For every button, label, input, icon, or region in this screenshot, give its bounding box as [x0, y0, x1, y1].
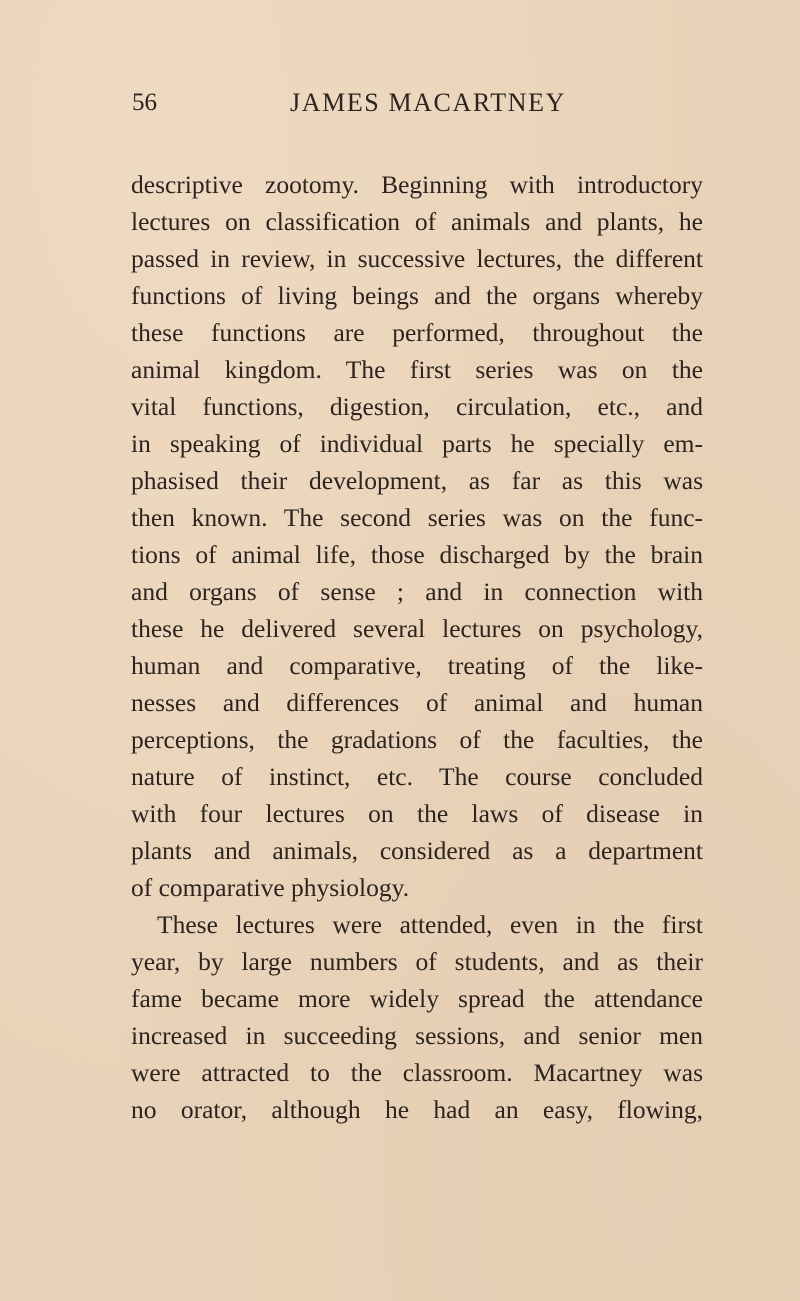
text-line: phasised their development, as far as this was: [131, 466, 703, 495]
text-line: perceptions, the gradations of the faculties, the: [131, 725, 703, 754]
text-line: these he delivered several lectures on psychology,: [131, 614, 703, 643]
text-line: tions of animal life, those discharged by the brain: [131, 540, 703, 569]
text-line: vital functions, digestion, circulation, etc., and: [131, 392, 703, 421]
text-line: nature of instinct, etc. The course concluded: [131, 762, 703, 791]
text-line: then known. The second series was on the func-: [131, 503, 703, 532]
running-title: JAMES MACARTNEY: [290, 88, 566, 117]
text-line: increased in succeeding sessions, and senior men: [131, 1021, 703, 1050]
text-line: no orator, although he had an easy, flowing,: [131, 1095, 703, 1124]
text-line: descriptive zootomy. Beginning with introductory: [131, 170, 703, 199]
paragraph-end-line: of comparative physiology.: [131, 873, 410, 902]
text-line: in speaking of individual parts he specially em-: [131, 429, 703, 458]
text-line: were attracted to the classroom. Macartney was: [131, 1058, 703, 1087]
text-line: these functions are performed, throughout the: [131, 318, 703, 347]
text-line: passed in review, in successive lectures, the different: [131, 244, 703, 273]
text-line: plants and animals, considered as a department: [131, 836, 703, 865]
paragraph-start-line: These lectures were attended, even in the first: [157, 910, 703, 939]
text-line: lectures on classification of animals and plants, he: [131, 207, 703, 236]
text-line: functions of living beings and the organs whereby: [131, 281, 703, 310]
text-line: with four lectures on the laws of disease in: [131, 799, 703, 828]
text-line: year, by large numbers of students, and as their: [131, 947, 703, 976]
text-line: fame became more widely spread the attendance: [131, 984, 703, 1013]
running-head: [132, 86, 702, 120]
text-line: human and comparative, treating of the like-: [131, 651, 703, 680]
body-text: [131, 166, 703, 1128]
page-number: 56: [132, 89, 157, 116]
text-line: animal kingdom. The first series was on the: [131, 355, 703, 384]
text-line: and organs of sense ; and in connection with: [131, 577, 703, 606]
text-line: nesses and differences of animal and human: [131, 688, 703, 717]
